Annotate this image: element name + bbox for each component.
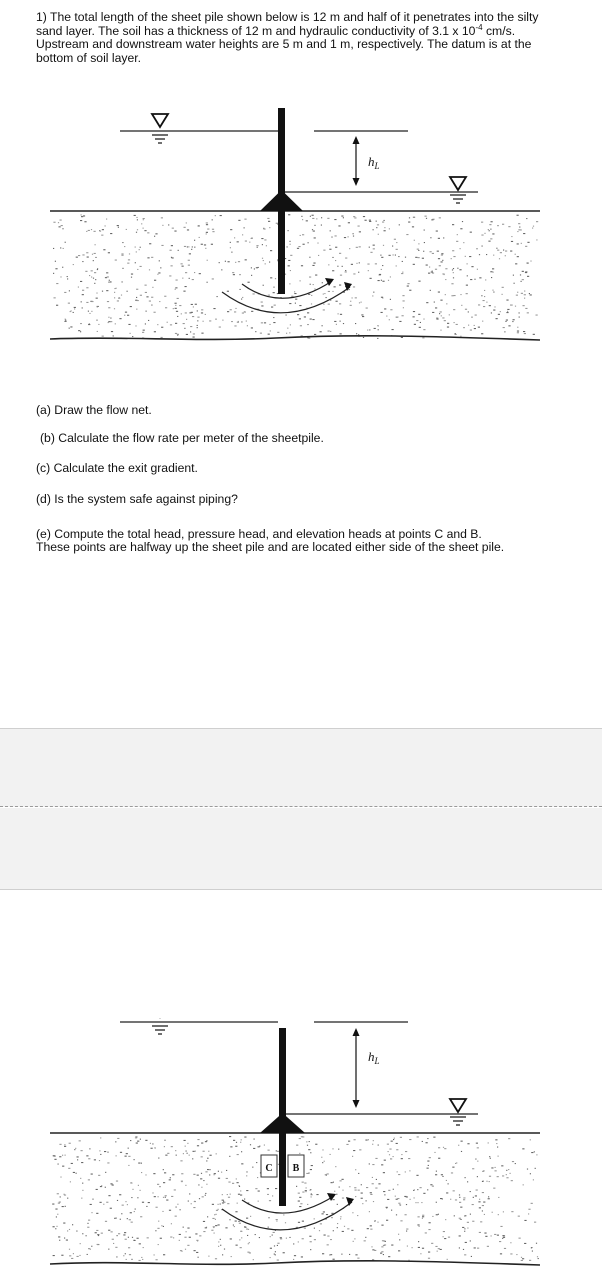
upstream-water-symbol bbox=[152, 1018, 168, 1034]
question-b: (b) Calculate the flow rate per meter of the sheetpile. bbox=[40, 431, 324, 445]
pile-collar bbox=[260, 1113, 305, 1133]
head-loss-dimension bbox=[353, 136, 360, 186]
soil-bottom-boundary bbox=[50, 1261, 540, 1265]
separator-band-top bbox=[0, 728, 602, 807]
separator-band-bottom bbox=[0, 808, 602, 890]
head-loss-dimension bbox=[353, 1028, 360, 1108]
point-c-label: C bbox=[265, 1163, 273, 1174]
flow-line-inner bbox=[242, 281, 332, 298]
flow-arrow-head bbox=[346, 1197, 354, 1206]
downstream-water-symbol bbox=[450, 1099, 466, 1125]
question-e-line2: These points are halfway up the sheet pile and are located either side of the sheet pile. bbox=[36, 540, 505, 554]
pile-collar bbox=[260, 190, 303, 211]
question-a: (a) Draw the flow net. bbox=[36, 403, 152, 417]
soil-bottom-boundary bbox=[50, 336, 540, 340]
flow-line-inner bbox=[242, 1196, 334, 1213]
point-b-label: B bbox=[292, 1163, 300, 1174]
head-loss-label: $h_L$ bbox=[368, 1049, 380, 1066]
question-d: (d) Is the system safe against piping? bbox=[36, 492, 238, 506]
sheet-pile-diagram-points bbox=[46, 1018, 546, 1280]
upstream-water-symbol bbox=[152, 114, 168, 143]
problem-statement bbox=[36, 11, 566, 65]
sand-texture bbox=[53, 214, 538, 339]
problem-intro: 1) The total length of the sheet pile shown below is 12 m and half of it penetrates into the silty sand layer. The soil has a thickness of 12 m and hydraulic conductivity of 3.1 x 10 bbox=[36, 10, 539, 38]
head-loss-label: $h_L$ bbox=[368, 154, 380, 171]
flow-line-outer bbox=[222, 1202, 352, 1230]
exponent: -4 bbox=[475, 22, 483, 32]
downstream-water-symbol bbox=[450, 177, 466, 203]
question-c: (c) Calculate the exit gradient. bbox=[36, 461, 198, 475]
question-e-line1: (e) Compute the total head, pressure head, and elevation heads at points C and B. bbox=[36, 527, 482, 541]
problem-rest: cm/s. Upstream and downstream water heights are 5 m and 1 m, respectively. The datum is at the bottom of soil layer. bbox=[36, 23, 532, 65]
sheet-pile-diagram bbox=[46, 96, 546, 356]
dashed-divider bbox=[0, 806, 602, 807]
